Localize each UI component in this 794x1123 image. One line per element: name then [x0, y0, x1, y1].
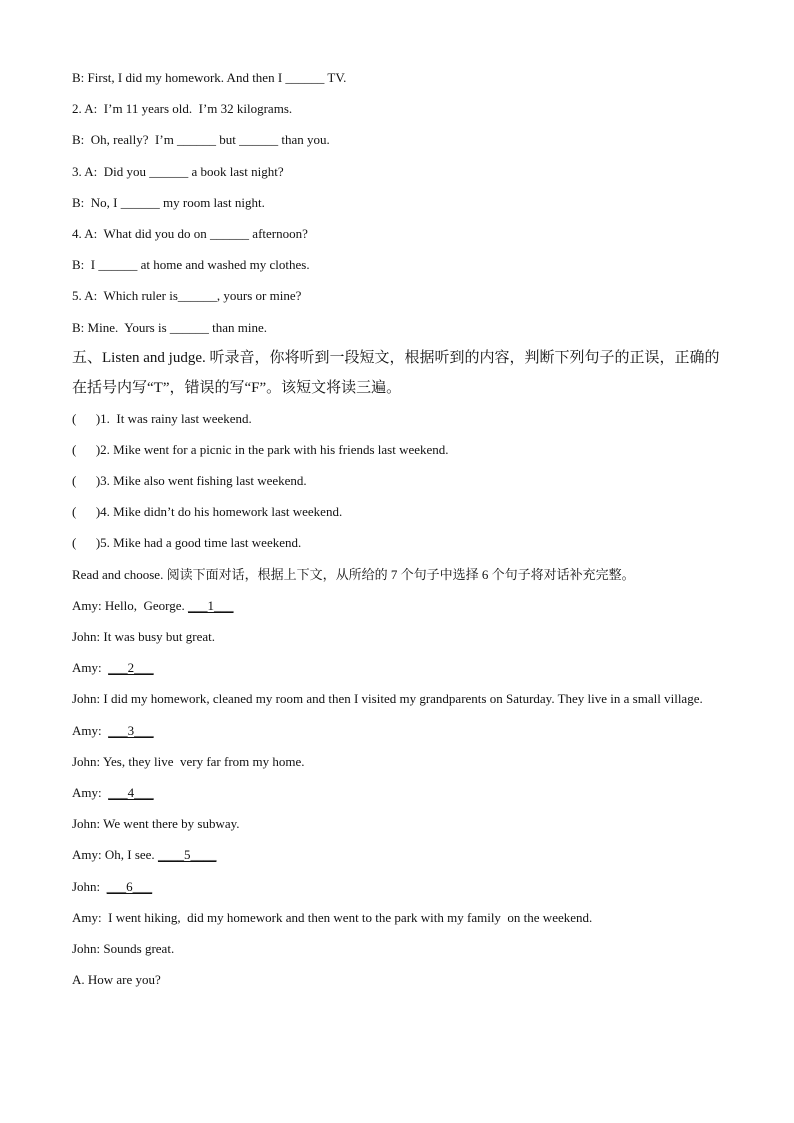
dialogue-line: Amy: Hello, George. ___1___: [72, 597, 234, 613]
section-five: [72, 343, 722, 559]
option-line: A. How are you?: [72, 972, 161, 988]
text-line: 3. A: Did you ______ a book last night?: [72, 163, 284, 179]
answer-blank: ___6___: [106, 878, 153, 894]
dialogue-line: Amy: ___3___: [72, 722, 154, 738]
answer-blank: ___4___: [108, 784, 154, 800]
judge-item: ( )2. Mike went for a picnic in the park with his friends last weekend.: [72, 441, 449, 457]
dialogue-line: Amy: I went hiking, did my homework and then went to the park with my family on the weekend.: [72, 909, 593, 925]
text-line: 4. A: What did you do on ______ afternoon?: [72, 225, 308, 241]
judge-item: ( )3. Mike also went fishing last weekend.: [72, 473, 307, 489]
reading-section: [72, 559, 722, 996]
judge-item: ( )4. Mike didn’t do his homework last weekend.: [72, 504, 343, 520]
text-line: 2. A: I’m 11 years old. I’m 32 kilograms.: [72, 101, 293, 117]
exercise-part-4: [72, 62, 722, 343]
dialogue-line: John: It was busy but great.: [72, 629, 215, 644]
text-line: B: Oh, really? I’m ______ but ______ than you.: [72, 132, 330, 148]
reading-instruction: Read and choose. 阅读下面对话，根据上下文，从所给的 7 个句子中选择 6 个句子将对话补充完整。: [72, 566, 635, 582]
answer-blank: ___2___: [108, 660, 154, 676]
text-line: B: Mine. Yours is ______ than mine.: [72, 319, 268, 335]
dialogue-line: Amy: ___2___: [72, 660, 154, 676]
text-line: B: No, I ______ my room last night.: [72, 194, 265, 210]
text-line: B: I ______ at home and washed my clothes.: [72, 257, 310, 273]
text-line: B: First, I did my homework. And then I ______ TV.: [72, 70, 347, 85]
judge-item: ( )1. It was rainy last weekend.: [72, 410, 252, 426]
answer-blank: ___3___: [108, 722, 154, 738]
dialogue-line: John: Yes, they live very far from my home.: [72, 753, 305, 769]
dialogue-line: John: We went there by subway.: [72, 816, 240, 832]
dialogue-line: Amy: Oh, I see. ____5____: [72, 847, 217, 863]
dialogue-line: John: ___6___: [72, 878, 153, 894]
section-five-title: 五、Listen and judge. 听录音，你将听到一段短文，根据听到的内容，判断下列句子的正误，正确的在括号内写“T”，错误的写“F”。该短文将读三遍。: [72, 349, 720, 396]
answer-blank: ____5____: [157, 847, 217, 863]
document-page: [72, 62, 722, 995]
dialogue-line: Amy: ___4___: [72, 784, 154, 800]
judge-item: ( )5. Mike had a good time last weekend.: [72, 535, 302, 551]
answer-blank: ___1___: [188, 597, 234, 613]
text-line: 5. A: Which ruler is______, yours or mine?: [72, 288, 302, 304]
dialogue-line: John: I did my homework, cleaned my room and then I visited my grandparents on Saturday. They live in a small village.: [72, 691, 703, 707]
dialogue-line: John: Sounds great.: [72, 940, 175, 956]
